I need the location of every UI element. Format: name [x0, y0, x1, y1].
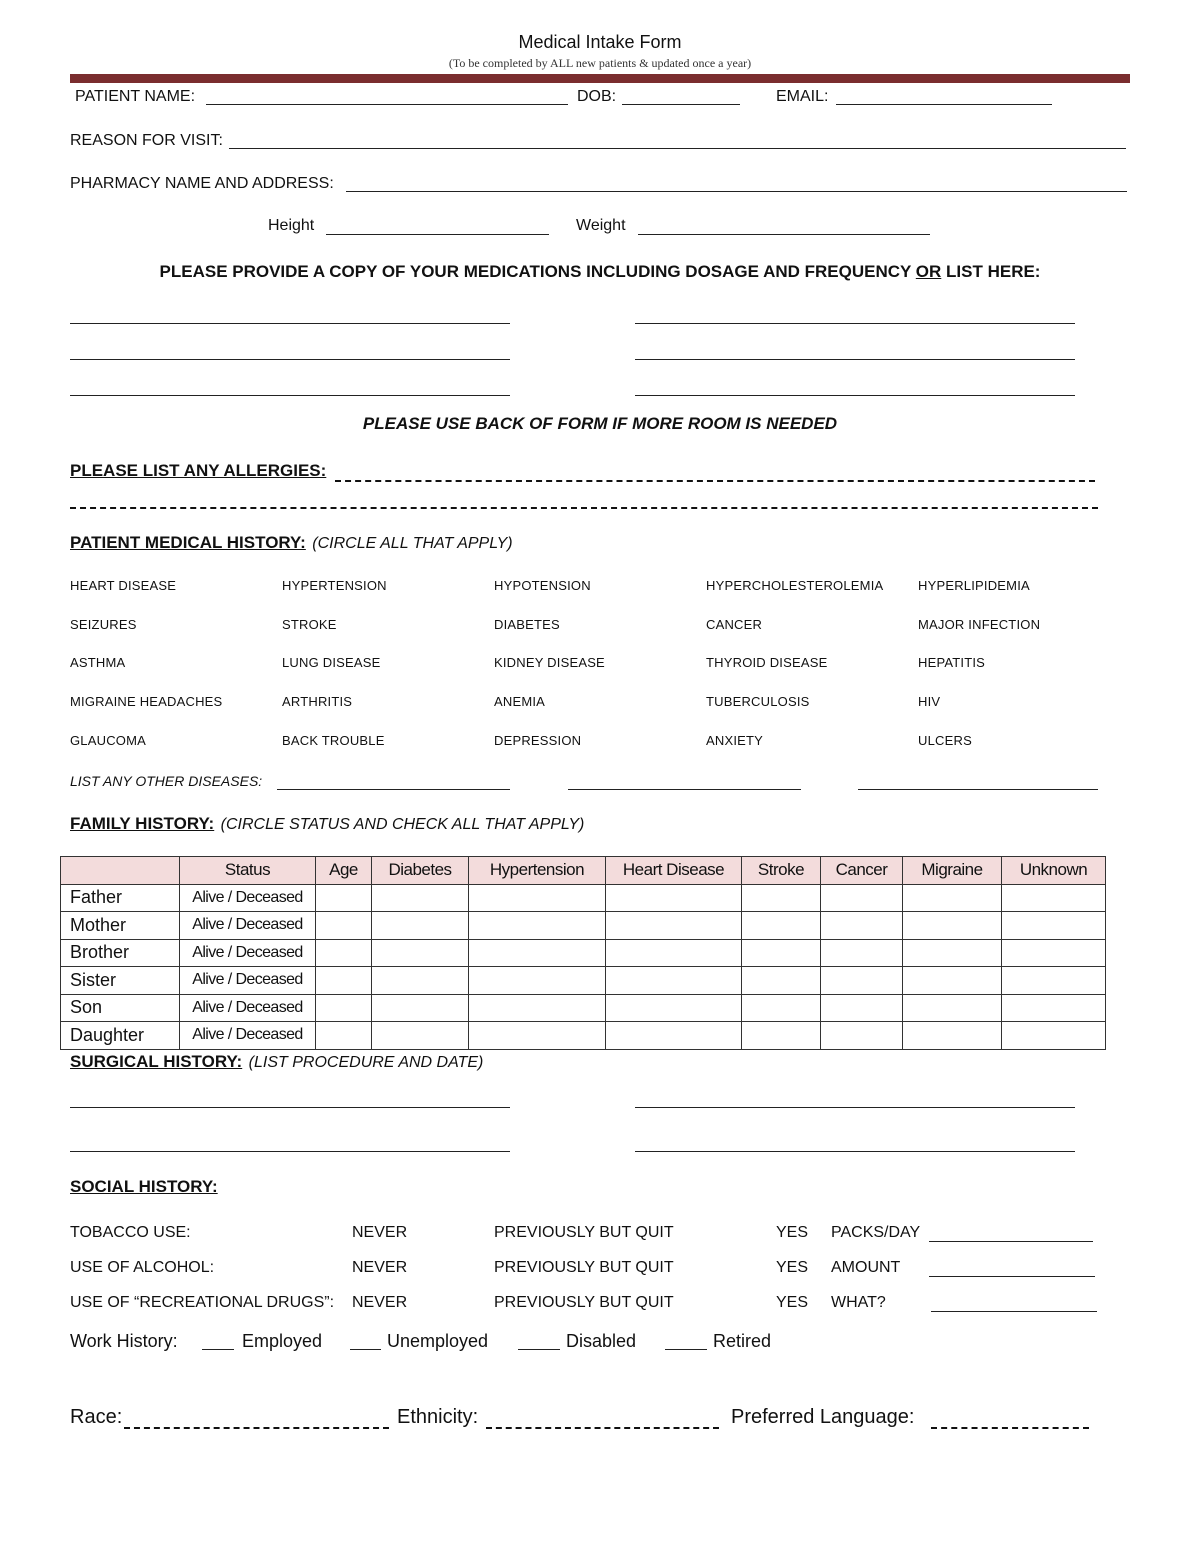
- age-cell[interactable]: [316, 1022, 372, 1050]
- column-header: Diabetes: [372, 857, 469, 885]
- form-subtitle: (To be completed by ALL new patients & updated once a year): [448, 56, 752, 70]
- status-cell[interactable]: Alive / Deceased: [180, 1022, 316, 1050]
- check-cell[interactable]: [903, 967, 1002, 995]
- condition-item[interactable]: THYROID DISEASE: [706, 655, 828, 670]
- option-yes[interactable]: YES: [776, 1259, 809, 1276]
- alcohol-label: USE OF ALCOHOL:: [70, 1259, 215, 1276]
- condition-item[interactable]: LUNG DISEASE: [282, 655, 381, 670]
- option-never[interactable]: NEVER: [352, 1259, 408, 1276]
- relation-cell: Brother: [61, 939, 180, 967]
- table-row: [61, 912, 1106, 940]
- check-cell[interactable]: [1002, 967, 1106, 995]
- check-cell[interactable]: [606, 1022, 742, 1050]
- table-row: [61, 939, 1106, 967]
- surgical-history-heading: SURGICAL HISTORY: (LIST PROCEDURE AND DATE): [70, 1052, 484, 1071]
- column-header: Stroke: [742, 857, 821, 885]
- family-history-heading: FAMILY HISTORY: (CIRCLE STATUS AND CHECK ALL THAT APPLY): [70, 814, 585, 833]
- email-field[interactable]: [836, 103, 1052, 105]
- condition-item[interactable]: SEIZURES: [70, 617, 137, 632]
- condition-item[interactable]: STROKE: [282, 617, 337, 632]
- check-cell[interactable]: [372, 884, 469, 912]
- allergies-label: PLEASE LIST ANY ALLERGIES:: [70, 461, 327, 480]
- other-disease-field[interactable]: [568, 788, 801, 790]
- social-history-heading: SOCIAL HISTORY:: [70, 1177, 218, 1196]
- column-header: Status: [180, 857, 316, 885]
- check-cell[interactable]: [742, 939, 821, 967]
- check-cell[interactable]: [821, 884, 903, 912]
- medication-line[interactable]: [70, 322, 510, 324]
- option-previously[interactable]: PREVIOUSLY BUT QUIT: [494, 1224, 674, 1241]
- check-cell[interactable]: [469, 967, 606, 995]
- check-cell[interactable]: [469, 1022, 606, 1050]
- condition-item[interactable]: HEPATITIS: [918, 655, 986, 670]
- height-label: Height: [268, 217, 315, 234]
- age-cell[interactable]: [316, 884, 372, 912]
- unemployed-checkbox[interactable]: [350, 1348, 381, 1350]
- preferred-language-label: Preferred Language:: [731, 1406, 915, 1428]
- disabled-label: Disabled: [566, 1331, 637, 1351]
- column-header: Heart Disease: [606, 857, 742, 885]
- race-field[interactable]: [124, 1426, 389, 1429]
- reason-label: REASON FOR VISIT:: [70, 132, 223, 149]
- relation-cell: Mother: [61, 912, 180, 940]
- medical-history-heading: PATIENT MEDICAL HISTORY: (CIRCLE ALL THAT APPLY): [70, 533, 513, 552]
- preferred-language-field[interactable]: [931, 1426, 1089, 1429]
- table-row: [61, 884, 1106, 912]
- reason-field[interactable]: [229, 147, 1126, 149]
- medication-line[interactable]: [635, 394, 1075, 396]
- check-cell[interactable]: [1002, 884, 1106, 912]
- condition-item[interactable]: BACK TROUBLE: [282, 733, 385, 748]
- patient-name-label: PATIENT NAME:: [75, 88, 196, 105]
- disabled-checkbox[interactable]: [518, 1348, 560, 1350]
- check-cell[interactable]: [821, 967, 903, 995]
- condition-item[interactable]: ULCERS: [918, 733, 972, 748]
- age-cell[interactable]: [316, 939, 372, 967]
- check-cell[interactable]: [469, 994, 606, 1022]
- condition-item[interactable]: HYPERCHOLESTEROLEMIA: [706, 578, 884, 593]
- pharmacy-field[interactable]: [346, 190, 1127, 192]
- patient-name-field[interactable]: [206, 103, 568, 105]
- email-label: EMAIL:: [776, 88, 829, 105]
- family-history-table: [60, 856, 1106, 1050]
- age-cell[interactable]: [316, 967, 372, 995]
- dob-label: DOB:: [577, 88, 617, 105]
- other-disease-field[interactable]: [277, 788, 510, 790]
- check-cell[interactable]: [469, 939, 606, 967]
- check-cell[interactable]: [1002, 994, 1106, 1022]
- status-cell[interactable]: Alive / Deceased: [180, 967, 316, 995]
- packs-per-day-label: PACKS/DAY: [831, 1224, 921, 1241]
- column-header: [61, 857, 180, 885]
- check-cell[interactable]: [372, 912, 469, 940]
- dob-field[interactable]: [622, 103, 740, 105]
- option-previously[interactable]: PREVIOUSLY BUT QUIT: [494, 1259, 674, 1276]
- condition-item[interactable]: HIV: [918, 694, 941, 709]
- check-cell[interactable]: [606, 939, 742, 967]
- amount-field[interactable]: [929, 1275, 1095, 1277]
- drugs-label: USE OF “RECREATIONAL DRUGS”:: [70, 1294, 335, 1311]
- form-title: Medical Intake Form: [518, 32, 682, 52]
- ethnicity-field[interactable]: [486, 1426, 719, 1429]
- surgical-history-line[interactable]: [635, 1106, 1075, 1108]
- condition-item[interactable]: MAJOR INFECTION: [918, 617, 1041, 632]
- status-cell[interactable]: Alive / Deceased: [180, 939, 316, 967]
- what-field[interactable]: [931, 1310, 1097, 1312]
- table-row: [61, 1022, 1106, 1050]
- surgical-history-line[interactable]: [70, 1150, 510, 1152]
- pharmacy-label: PHARMACY NAME AND ADDRESS:: [70, 175, 334, 192]
- option-previously[interactable]: PREVIOUSLY BUT QUIT: [494, 1294, 674, 1311]
- work-history-label: Work History:: [70, 1331, 178, 1351]
- condition-item[interactable]: DEPRESSION: [494, 733, 582, 748]
- condition-item[interactable]: ANEMIA: [494, 694, 546, 709]
- check-cell[interactable]: [742, 967, 821, 995]
- retired-checkbox[interactable]: [665, 1348, 707, 1350]
- condition-item[interactable]: HYPERLIPIDEMIA: [918, 578, 1030, 593]
- check-cell[interactable]: [1002, 939, 1106, 967]
- relation-cell: Daughter: [61, 1022, 180, 1050]
- check-cell[interactable]: [606, 912, 742, 940]
- weight-field[interactable]: [638, 233, 930, 235]
- packs-per-day-field[interactable]: [929, 1240, 1093, 1242]
- check-cell[interactable]: [372, 939, 469, 967]
- check-cell[interactable]: [903, 884, 1002, 912]
- surgical-history-line[interactable]: [635, 1150, 1075, 1152]
- check-cell[interactable]: [903, 912, 1002, 940]
- surgical-history-line[interactable]: [70, 1106, 510, 1108]
- race-label: Race:: [70, 1406, 123, 1428]
- option-never[interactable]: NEVER: [352, 1224, 408, 1241]
- table-row: [61, 967, 1106, 995]
- check-cell[interactable]: [821, 994, 903, 1022]
- option-never[interactable]: NEVER: [352, 1294, 408, 1311]
- condition-item[interactable]: ASTHMA: [70, 655, 126, 670]
- allergies-field-2[interactable]: [70, 506, 1098, 509]
- column-header: Hypertension: [469, 857, 606, 885]
- back-of-form-note: PLEASE USE BACK OF FORM IF MORE ROOM IS NEEDED: [362, 414, 838, 433]
- condition-item[interactable]: CANCER: [706, 617, 763, 632]
- employed-label: Employed: [242, 1331, 323, 1351]
- check-cell[interactable]: [742, 1022, 821, 1050]
- status-cell[interactable]: Alive / Deceased: [180, 994, 316, 1022]
- status-cell[interactable]: Alive / Deceased: [180, 912, 316, 940]
- check-cell[interactable]: [903, 1022, 1002, 1050]
- check-cell[interactable]: [1002, 1022, 1106, 1050]
- amount-label: AMOUNT: [831, 1259, 901, 1276]
- condition-item[interactable]: HYPERTENSION: [282, 578, 387, 593]
- weight-label: Weight: [576, 217, 626, 234]
- check-cell[interactable]: [903, 939, 1002, 967]
- check-cell[interactable]: [469, 884, 606, 912]
- condition-item[interactable]: DIABETES: [494, 617, 560, 632]
- check-cell[interactable]: [821, 912, 903, 940]
- age-cell[interactable]: [316, 912, 372, 940]
- table-row: [61, 994, 1106, 1022]
- tobacco-label: TOBACCO USE:: [70, 1224, 191, 1241]
- column-header: Cancer: [821, 857, 903, 885]
- check-cell[interactable]: [606, 967, 742, 995]
- condition-item[interactable]: HYPOTENSION: [494, 578, 591, 593]
- retired-label: Retired: [713, 1331, 772, 1351]
- other-disease-field[interactable]: [858, 788, 1098, 790]
- check-cell[interactable]: [606, 884, 742, 912]
- condition-item[interactable]: ARTHRITIS: [282, 694, 353, 709]
- check-cell[interactable]: [821, 939, 903, 967]
- column-header: Unknown: [1002, 857, 1106, 885]
- relation-cell: Son: [61, 994, 180, 1022]
- ethnicity-label: Ethnicity:: [397, 1406, 479, 1428]
- allergies-field[interactable]: [335, 479, 1095, 482]
- option-yes[interactable]: YES: [776, 1294, 809, 1311]
- relation-cell: Sister: [61, 967, 180, 995]
- check-cell[interactable]: [742, 884, 821, 912]
- employed-checkbox[interactable]: [202, 1348, 234, 1350]
- option-yes[interactable]: YES: [776, 1224, 809, 1241]
- check-cell[interactable]: [469, 912, 606, 940]
- check-cell[interactable]: [742, 994, 821, 1022]
- column-header: Migraine: [903, 857, 1002, 885]
- check-cell[interactable]: [372, 994, 469, 1022]
- condition-item[interactable]: KIDNEY DISEASE: [494, 655, 605, 670]
- condition-item[interactable]: MIGRAINE HEADACHES: [70, 694, 223, 709]
- medication-line[interactable]: [70, 394, 510, 396]
- condition-item[interactable]: TUBERCULOSIS: [706, 694, 810, 709]
- check-cell[interactable]: [606, 994, 742, 1022]
- check-cell[interactable]: [903, 994, 1002, 1022]
- check-cell[interactable]: [821, 1022, 903, 1050]
- relation-cell: Father: [61, 884, 180, 912]
- condition-item[interactable]: ANXIETY: [706, 733, 764, 748]
- height-field[interactable]: [326, 233, 549, 235]
- condition-item[interactable]: GLAUCOMA: [70, 733, 147, 748]
- unemployed-label: Unemployed: [387, 1331, 489, 1351]
- check-cell[interactable]: [372, 1022, 469, 1050]
- what-label: WHAT?: [831, 1294, 886, 1311]
- medication-line[interactable]: [635, 358, 1075, 360]
- medication-line[interactable]: [70, 358, 510, 360]
- column-header: Age: [316, 857, 372, 885]
- age-cell[interactable]: [316, 994, 372, 1022]
- check-cell[interactable]: [742, 912, 821, 940]
- status-cell[interactable]: Alive / Deceased: [180, 884, 316, 912]
- medications-heading: PLEASE PROVIDE A COPY OF YOUR MEDICATIONS INCLUDING DOSAGE AND FREQUENCY OR LIST HERE:: [159, 262, 1041, 281]
- table-header-row: [61, 857, 1106, 885]
- condition-item[interactable]: HEART DISEASE: [70, 578, 177, 593]
- header-rule: [70, 74, 1130, 83]
- other-diseases-label: LIST ANY OTHER DISEASES:: [70, 773, 263, 789]
- check-cell[interactable]: [372, 967, 469, 995]
- medication-line[interactable]: [635, 322, 1075, 324]
- check-cell[interactable]: [1002, 912, 1106, 940]
